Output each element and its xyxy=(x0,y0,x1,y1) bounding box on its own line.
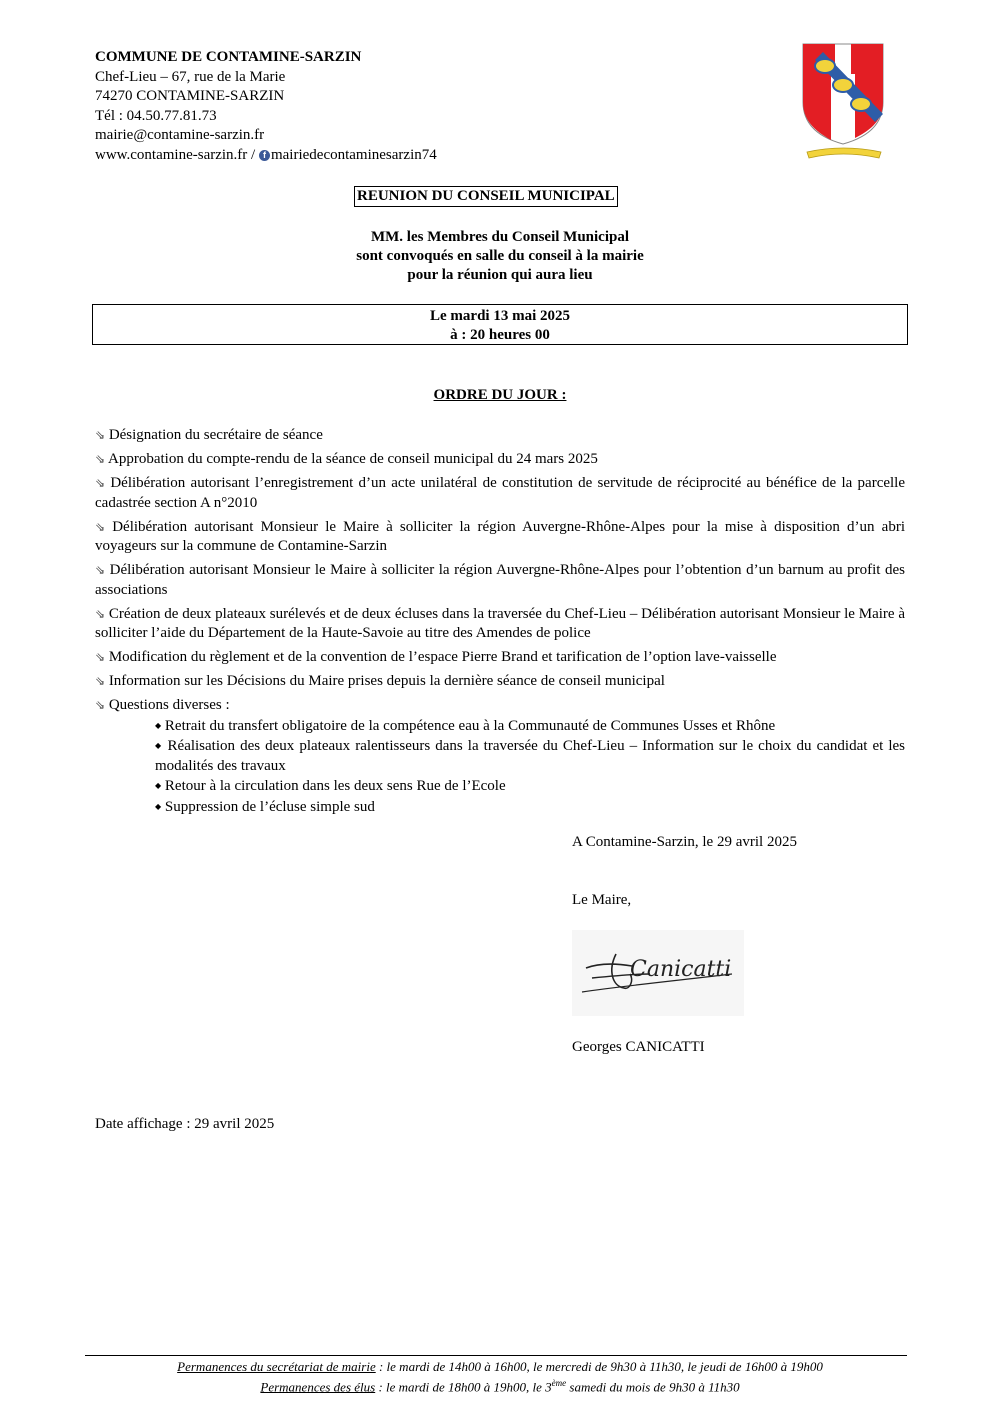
arrow-bullet-icon: ⇘ xyxy=(95,452,106,466)
diamond-bullet-icon: ◆ xyxy=(155,741,163,750)
diamond-bullet-icon: ◆ xyxy=(155,720,162,730)
agenda-item: ⇘ Approbation du compte-rendu de la séance de conseil municipal du 24 mars 2025 xyxy=(95,451,598,467)
mayor-title: Le Maire, xyxy=(572,892,632,908)
agenda-item: ⇘ Délibération autorisant Monsieur le Maire à solliciter la région Auvergne-Rhône-Alpes pour la mise à disposition d’un abri voyageurs sur la commune de Contamine-Sarzin xyxy=(95,518,905,554)
arrow-bullet-icon: ⇘ xyxy=(95,698,106,712)
arrow-bullet-icon: ⇘ xyxy=(95,428,106,442)
arrow-bullet-icon: ⇘ xyxy=(95,650,106,664)
footer-line-elected: Permanences des élus : le mardi de 18h00 à 19h00, le 3ème samedi du mois de 9h30 à 11h30 xyxy=(260,1378,740,1395)
letterhead xyxy=(95,48,437,165)
agenda-list xyxy=(95,426,905,817)
agenda-subitem: ◆ Retour à la circulation dans les deux sens Rue de l’Ecole xyxy=(155,778,506,794)
convocation-text xyxy=(200,228,800,285)
meeting-datetime-box xyxy=(92,304,908,345)
footer-line-secretariat: Permanences du secrétariat de mairie : le mardi de 14h00 à 16h00, le mercredi de 9h30 à 11h30, le jeudi de 16h00 à 19h00 xyxy=(177,1359,823,1374)
arrow-bullet-icon: ⇘ xyxy=(95,606,106,621)
mayor-name: Georges CANICATTI xyxy=(572,1039,705,1055)
agenda-item: ⇘ Délibération autorisant l’enregistrement d’un acte unilatéral de constitution de servitude de réciprocité au bénéfice de la parcelle cadastrée section A n°2010 xyxy=(95,475,905,511)
arrow-bullet-icon: ⇘ xyxy=(95,563,106,577)
agenda-item: ⇘ Création de deux plateaux surélevés et de deux écluses dans la traversée du Chef-Lieu – Délibération autorisant Monsieur le Maire à solliciter l’aide du Département de la Haute-Savoie au titre des Amendes de police xyxy=(95,605,905,641)
agenda-item: ⇘ Information sur les Décisions du Maire prises depuis la dernière séance de conseil municipal xyxy=(95,673,665,689)
agenda-item: ⇘ Délibération autorisant Monsieur le Maire à solliciter la région Auvergne-Rhône-Alpes pour l’obtention d’un barnum au profit des associations xyxy=(95,562,906,598)
facebook-handle: mairiedecontaminesarzin74 xyxy=(270,146,437,163)
arrow-bullet-icon: ⇘ xyxy=(95,476,106,490)
address-line: Chef-Lieu – 67, rue de la Marie xyxy=(95,68,286,85)
footer-label: Permanences des élus xyxy=(260,1379,376,1395)
footer-divider xyxy=(85,1355,907,1356)
convocation-line: pour la réunion qui aura lieu xyxy=(407,267,593,283)
facebook-icon: f xyxy=(259,150,270,161)
agenda-item: ⇘ Désignation du secrétaire de séance xyxy=(95,427,323,443)
website: www.contamine-sarzin.fr / xyxy=(95,146,259,163)
agenda-subitem: ◆ Retrait du transfert obligatoire de la compétence eau à la Communauté de Communes Usses et Rhône xyxy=(155,717,776,734)
agenda-subitem: ◆ Suppression de l’écluse simple sud xyxy=(155,798,375,815)
convocation-line: sont convoqués en salle du conseil à la mairie xyxy=(356,248,644,264)
email: mairie@contamine-sarzin.fr xyxy=(95,127,265,143)
meeting-date: Le mardi 13 mai 2025 xyxy=(430,308,570,324)
agenda-item: ⇘ Modification du règlement et de la convention de l’espace Pierre Brand et tarification de l’option lave-vaisselle xyxy=(95,649,777,665)
arrow-bullet-icon: ⇘ xyxy=(95,519,106,534)
agenda-subitems xyxy=(155,716,905,818)
meeting-time: à : 20 heures 00 xyxy=(450,327,550,343)
coat-of-arms-icon xyxy=(795,40,891,162)
footer-label: Permanences du secrétariat de mairie xyxy=(177,1359,376,1374)
arrow-bullet-icon: ⇘ xyxy=(95,674,106,688)
posting-date: Date affichage : 29 avril 2025 xyxy=(95,1116,275,1132)
phone: Tél : 04.50.77.81.73 xyxy=(95,107,217,124)
web-line xyxy=(95,146,437,166)
footer xyxy=(0,1358,1000,1395)
agenda-title: ORDRE DU JOUR : xyxy=(433,387,567,403)
place-and-date: A Contamine-Sarzin, le 29 avril 2025 xyxy=(572,834,797,850)
organization-name: COMMUNE DE CONTAMINE-SARZIN xyxy=(95,49,362,65)
agenda-item: ⇘ Questions diverses : xyxy=(95,697,230,713)
meeting-title: REUNION DU CONSEIL MUNICIPAL xyxy=(354,186,618,207)
convocation-line: MM. les Membres du Conseil Municipal xyxy=(370,229,630,245)
signature-text: Canicatti xyxy=(630,957,732,982)
diamond-bullet-icon: ◆ xyxy=(155,801,162,811)
agenda-subitem: ◆ Réalisation des deux plateaux ralentisseurs dans la traversée du Chef-Lieu – Information sur le choix du candidat et les modalités des travaux xyxy=(155,738,906,774)
diamond-bullet-icon: ◆ xyxy=(155,781,162,790)
postal-line: 74270 CONTAMINE-SARZIN xyxy=(95,88,285,104)
handwritten-signature xyxy=(572,930,744,1016)
